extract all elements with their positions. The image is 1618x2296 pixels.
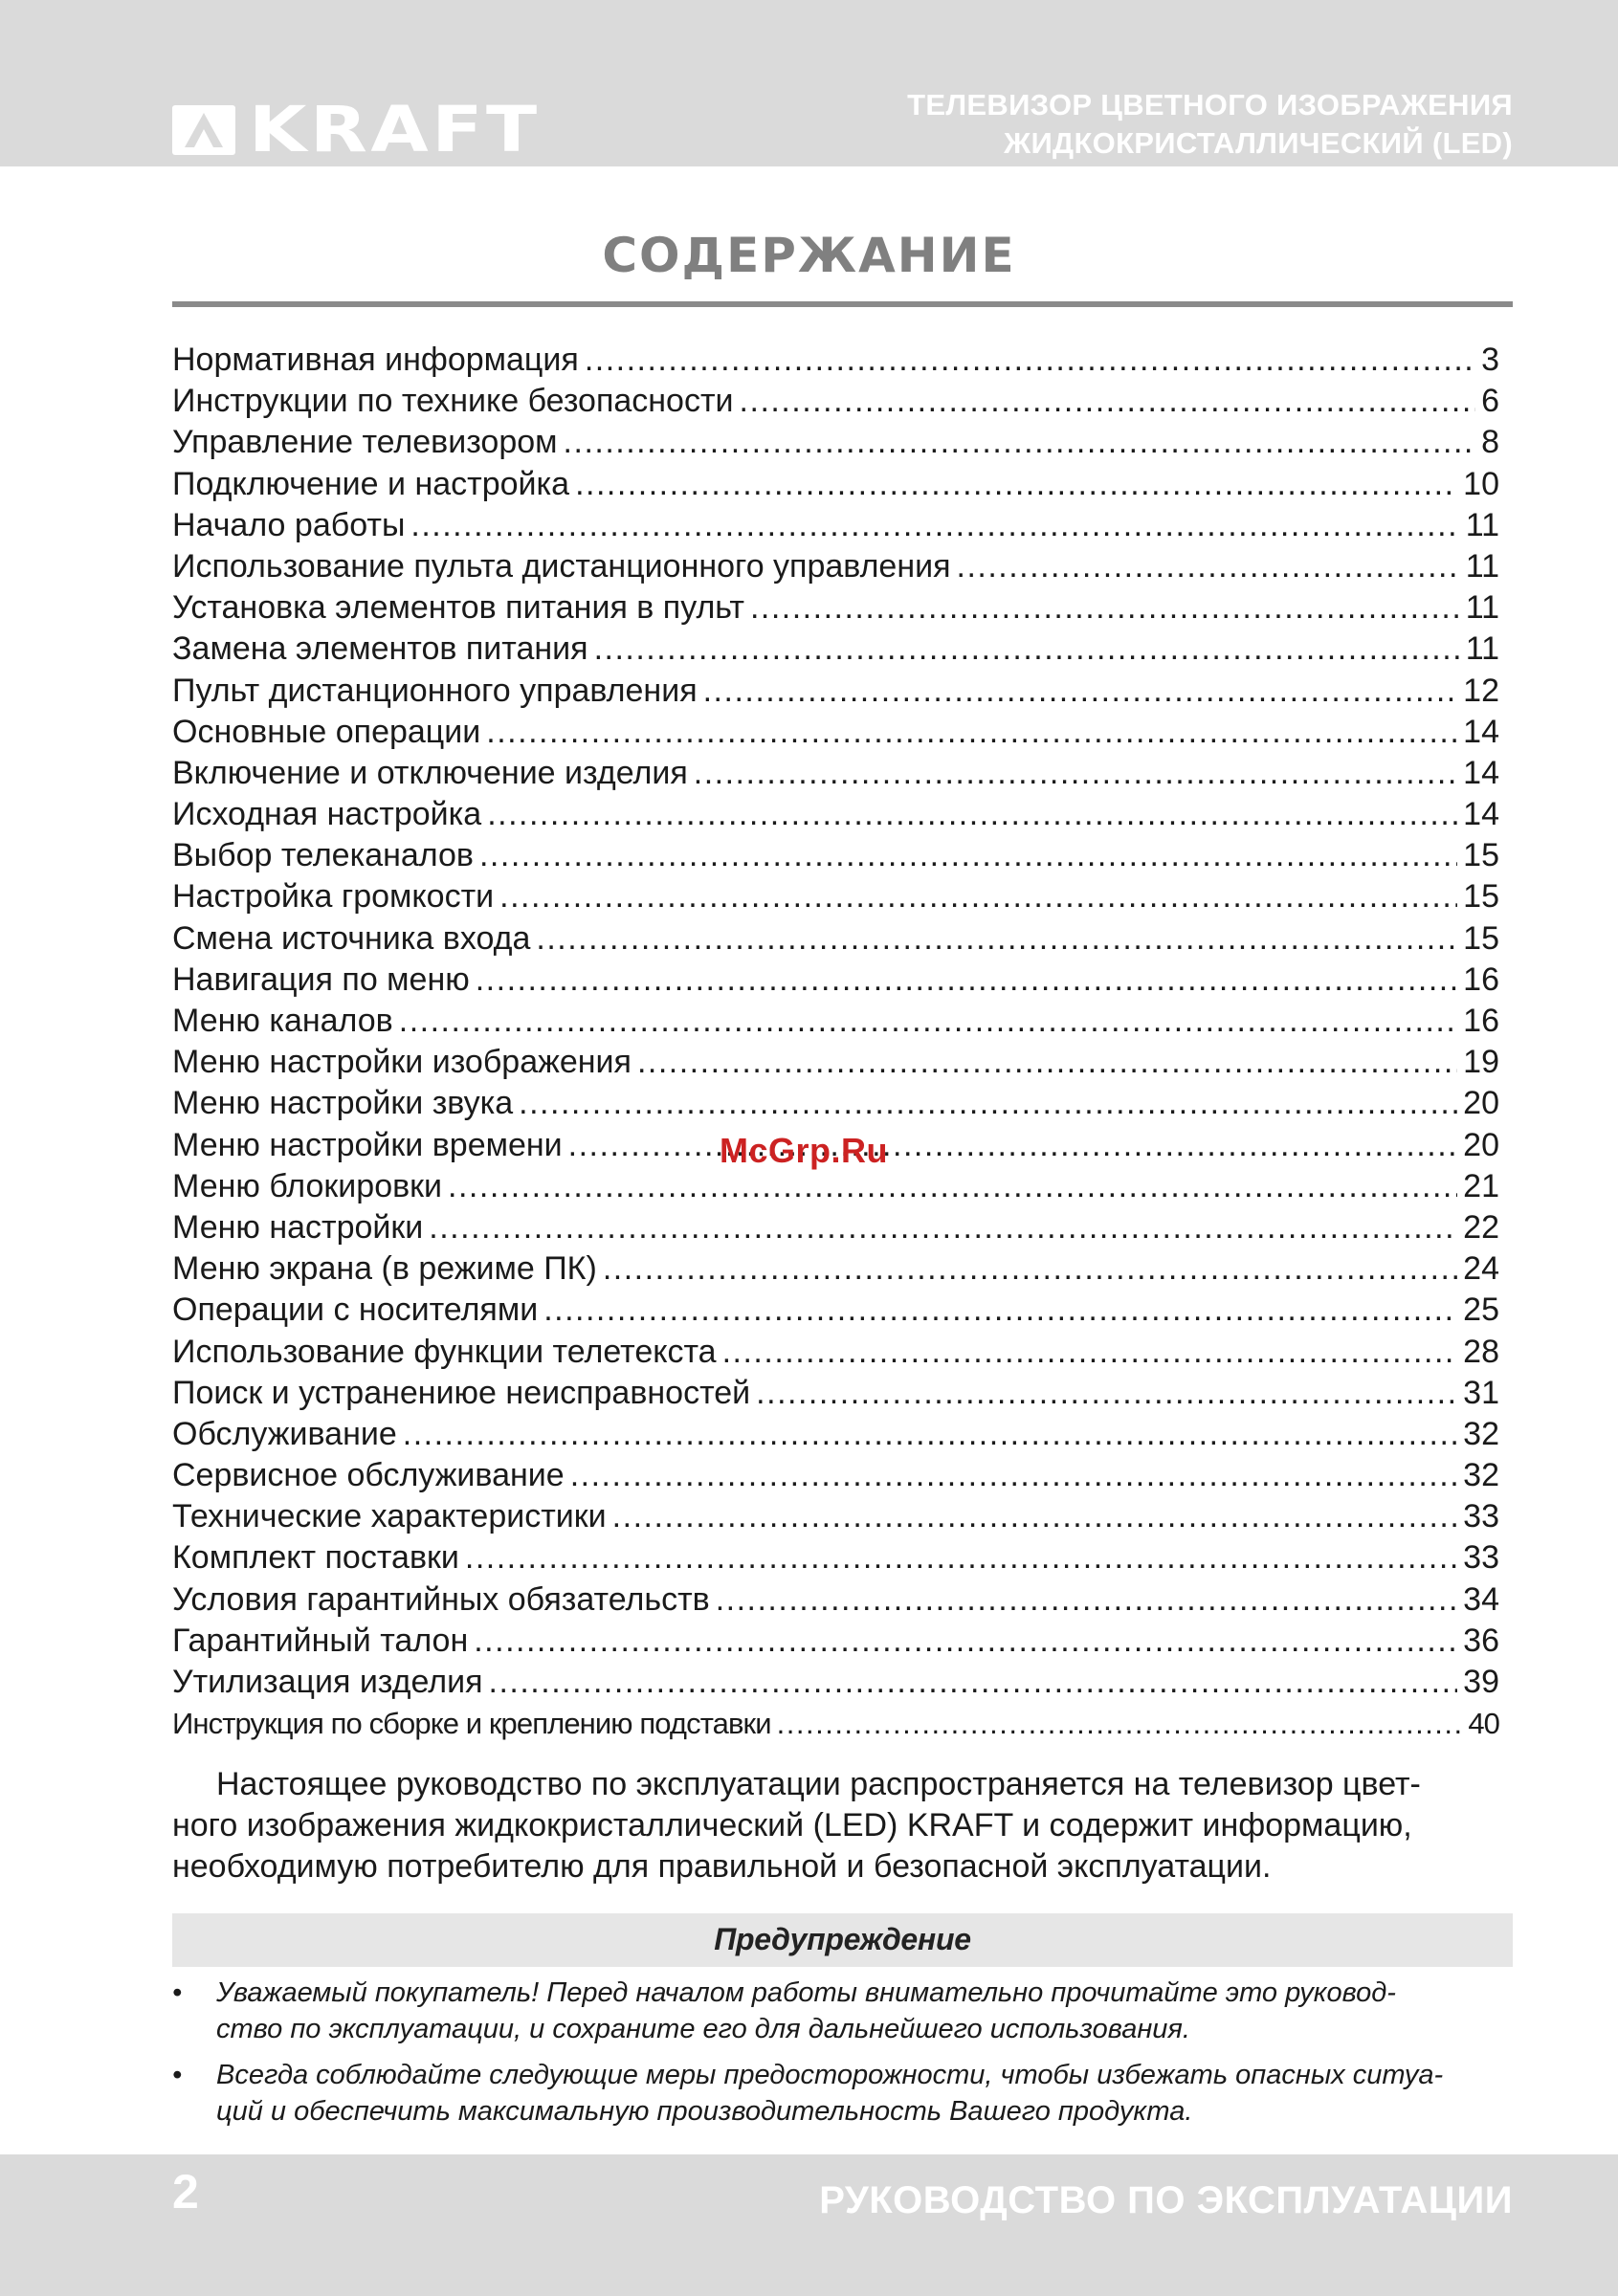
- toc-leader: [722, 1332, 1458, 1373]
- toc-item[interactable]: [172, 1662, 1499, 1703]
- toc-item-title: Комплект поставки: [172, 1539, 459, 1577]
- toc-item-page: 20: [1463, 1085, 1499, 1122]
- toc-item-page: 33: [1463, 1539, 1499, 1577]
- document-title-line2: ЖИДКОКРИСТАЛЛИЧЕСКИЙ (LED): [1004, 126, 1513, 160]
- toc-item-title: Исходная настройка: [172, 796, 482, 833]
- page-number: 2: [172, 2165, 199, 2219]
- toc-item-title: Выбор телеканалов: [172, 837, 474, 874]
- toc-item[interactable]: [172, 1414, 1499, 1455]
- toc-item-page: 11: [1465, 589, 1499, 627]
- toc-item-title: Гарантийный талон: [172, 1622, 469, 1659]
- toc-item[interactable]: [172, 381, 1499, 422]
- toc-item-page: 10: [1463, 465, 1499, 502]
- toc-item-title: Использование функции телетекста: [172, 1333, 717, 1370]
- document-title: [907, 86, 1513, 163]
- toc-leader: [957, 546, 1460, 587]
- toc-leader: [750, 587, 1460, 629]
- toc-item-page: 25: [1463, 1292, 1499, 1329]
- toc-item-page: 8: [1481, 424, 1499, 461]
- toc-item[interactable]: [172, 712, 1499, 753]
- toc-item-page: 3: [1481, 342, 1499, 378]
- toc-item[interactable]: [172, 1290, 1499, 1331]
- toc-item-title: Меню настройки: [172, 1208, 424, 1246]
- toc-item-title: Установка элементов питания в пульт: [172, 589, 744, 627]
- toc-leader: [603, 1248, 1457, 1290]
- toc-item[interactable]: [172, 340, 1499, 381]
- footer-title: РУКОВОДСТВО ПО ЭКСПЛУАТАЦИИ: [819, 2179, 1513, 2221]
- toc-item[interactable]: [172, 1455, 1499, 1496]
- toc-item-title: Меню блокировки: [172, 1167, 443, 1204]
- toc-leader: [543, 1290, 1457, 1331]
- toc-item[interactable]: [172, 1496, 1499, 1537]
- toc-leader: [570, 1455, 1457, 1496]
- toc-item-page: 14: [1463, 796, 1499, 833]
- toc-item[interactable]: [172, 1621, 1499, 1662]
- toc-leader: [519, 1083, 1457, 1124]
- toc-item[interactable]: [172, 671, 1499, 712]
- toc-leader: [637, 1042, 1457, 1083]
- toc-leader: [410, 505, 1459, 546]
- bullet-icon: •: [172, 1977, 183, 2008]
- toc-item-page: 32: [1463, 1415, 1499, 1452]
- toc-item-title: Меню экрана (в режиме ПК): [172, 1250, 597, 1288]
- warning-item-line: Уважаемый покупатель! Перед началом работы внимательно прочитайте это руковод-: [216, 1977, 1396, 2008]
- toc-item[interactable]: [172, 1166, 1499, 1207]
- toc-item-title: Меню настройки звука: [172, 1085, 514, 1122]
- warning-item-line: ций и обеспечить максимальную производительность Вашего продукта.: [216, 2096, 1193, 2127]
- toc-leader: [448, 1166, 1457, 1207]
- watermark: McGrp.Ru: [720, 1131, 889, 1170]
- toc-item[interactable]: [172, 753, 1499, 794]
- toc-item[interactable]: [172, 918, 1499, 960]
- toc-item-title: Обслуживание: [172, 1415, 397, 1452]
- toc-item-page: 28: [1463, 1333, 1499, 1370]
- toc-item[interactable]: [172, 835, 1499, 876]
- toc-item[interactable]: [172, 1332, 1499, 1373]
- toc-leader: [740, 381, 1476, 422]
- toc-item-page: 15: [1463, 878, 1499, 916]
- toc-item-page: 6: [1481, 383, 1499, 420]
- toc-item-page: 39: [1463, 1664, 1499, 1700]
- toc-item-page: 16: [1463, 1003, 1499, 1039]
- toc-item[interactable]: [172, 1248, 1499, 1290]
- toc-leader: [399, 1001, 1457, 1042]
- toc-item-page: 19: [1463, 1044, 1499, 1081]
- warning-title: Предупреждение: [714, 1922, 971, 1956]
- toc-item-page: 34: [1463, 1580, 1499, 1618]
- toc-item-title: Операции с носителями: [172, 1292, 539, 1329]
- toc-item-title: Использование пульта дистанционного управления: [172, 547, 951, 585]
- toc-item-title: Нормативная информация: [172, 342, 579, 378]
- toc-item-title: Включение и отключение изделия: [172, 754, 688, 791]
- toc-leader: [568, 1125, 1458, 1166]
- toc-item[interactable]: [172, 1083, 1499, 1124]
- toc-leader: [703, 671, 1458, 712]
- toc-item-title: Начало работы: [172, 506, 406, 543]
- toc-item-title: Замена элементов питания: [172, 630, 588, 668]
- toc-item-page: 11: [1465, 630, 1499, 668]
- toc-leader: [474, 1621, 1457, 1662]
- toc-leader: [489, 1662, 1458, 1703]
- toc-leader: [777, 1703, 1463, 1744]
- toc-item-title: Инструкция по сборке и креплению подставки: [172, 1707, 771, 1741]
- intro-line: Настоящее руководство по эксплуатации распространяется на телевизор цвет-: [216, 1766, 1421, 1802]
- toc-leader: [594, 629, 1460, 670]
- brand-name: KRAFT: [249, 93, 541, 166]
- toc-leader: [499, 876, 1457, 917]
- toc-item-page: 15: [1463, 919, 1499, 957]
- warning-item-line: Всегда соблюдайте следующие меры предосторожности, чтобы избежать опасных ситуа-: [216, 2060, 1444, 2090]
- toc-item-page: 31: [1463, 1374, 1499, 1411]
- toc-item[interactable]: [172, 464, 1499, 505]
- toc-item-page: 14: [1463, 754, 1499, 791]
- toc-item[interactable]: [172, 960, 1499, 1001]
- toc-item-title: Управление телевизором: [172, 424, 558, 461]
- toc-item[interactable]: [172, 1001, 1499, 1042]
- toc-item[interactable]: [172, 587, 1499, 629]
- toc-item-title: Утилизация изделия: [172, 1664, 483, 1700]
- toc-item-title: Настройка громкости: [172, 878, 495, 916]
- toc-item[interactable]: [172, 546, 1499, 587]
- warning-header: [172, 1913, 1513, 1967]
- toc-leader: [429, 1207, 1457, 1248]
- toc-item-page: 22: [1463, 1208, 1499, 1246]
- intro-line: ного изображения жидкокристаллический (LED) KRAFT и содержит информацию,: [172, 1807, 1412, 1843]
- toc-item-page: 32: [1463, 1457, 1499, 1494]
- warning-item: [172, 1975, 1513, 2047]
- table-of-contents: [172, 340, 1499, 1744]
- intro-line: необходимую потребителю для правильной и безопасной эксплуатации.: [172, 1848, 1272, 1885]
- toc-item-title: Инструкции по технике безопасности: [172, 383, 734, 420]
- toc-item-page: 11: [1465, 547, 1499, 585]
- toc-item[interactable]: [172, 1207, 1499, 1248]
- document-title-line1: ТЕЛЕВИЗОР ЦВЕТНОГО ИЗОБРАЖЕНИЯ: [907, 88, 1513, 121]
- toc-item-page: 36: [1463, 1622, 1499, 1659]
- toc-item-page: 14: [1463, 713, 1499, 750]
- toc-item[interactable]: [172, 1373, 1499, 1414]
- toc-leader: [486, 712, 1457, 753]
- toc-item[interactable]: [172, 876, 1499, 917]
- kraft-logo-icon: [172, 105, 235, 155]
- toc-leader: [575, 464, 1457, 505]
- toc-item-title: Меню каналов: [172, 1003, 393, 1039]
- toc-item-title: Навигация по меню: [172, 960, 470, 998]
- toc-item-page: 16: [1463, 960, 1499, 998]
- toc-item[interactable]: [172, 505, 1499, 546]
- toc-item[interactable]: [172, 1703, 1499, 1744]
- toc-leader: [536, 918, 1457, 960]
- bullet-icon: •: [172, 2060, 183, 2090]
- toc-item-page: 33: [1463, 1498, 1499, 1535]
- title-divider: [172, 301, 1513, 307]
- toc-item[interactable]: [172, 1042, 1499, 1083]
- toc-leader: [756, 1373, 1457, 1414]
- toc-leader: [465, 1537, 1457, 1578]
- toc-item-title: Условия гарантийных обязательств: [172, 1580, 710, 1618]
- brand-logo: [172, 93, 541, 166]
- toc-item-page: 15: [1463, 837, 1499, 874]
- toc-item-title: Пульт дистанционного управления: [172, 672, 698, 709]
- toc-item[interactable]: [172, 794, 1499, 835]
- toc-item-title: Подключение и настройка: [172, 465, 570, 502]
- toc-item-title: Меню настройки времени: [172, 1126, 563, 1163]
- toc-item-page: 12: [1463, 672, 1499, 709]
- toc-item-page: 20: [1463, 1126, 1499, 1163]
- intro-paragraph: [172, 1764, 1512, 1888]
- toc-item[interactable]: [172, 1537, 1499, 1578]
- warning-item-line: ство по эксплуатации, и сохраните его для дальнейшего использования.: [216, 2014, 1190, 2044]
- toc-item[interactable]: [172, 422, 1499, 463]
- toc-item-page: 11: [1465, 506, 1499, 543]
- warning-item: [172, 2057, 1513, 2130]
- toc-leader: [716, 1579, 1457, 1621]
- toc-leader: [612, 1496, 1458, 1537]
- toc-item-title: Основные операции: [172, 713, 481, 750]
- toc-leader: [564, 422, 1476, 463]
- toc-item-title: Меню настройки изображения: [172, 1044, 632, 1081]
- toc-leader: [403, 1414, 1457, 1455]
- toc-item-title: Поиск и устранениюе неисправностей: [172, 1374, 751, 1411]
- toc-item[interactable]: [172, 1579, 1499, 1621]
- toc-item-page: 21: [1463, 1167, 1499, 1204]
- toc-item[interactable]: [172, 629, 1499, 670]
- toc-item-page: 24: [1463, 1250, 1499, 1288]
- toc-item-title: Смена источника входа: [172, 919, 531, 957]
- toc-item-page: 40: [1468, 1707, 1499, 1741]
- toc-item-title: Технические характеристики: [172, 1498, 607, 1535]
- toc-leader: [585, 340, 1475, 381]
- toc-leader: [479, 835, 1457, 876]
- toc-leader: [487, 794, 1457, 835]
- warning-list: [172, 1975, 1513, 2139]
- toc-leader: [694, 753, 1457, 794]
- toc-item-title: Сервисное обслуживание: [172, 1457, 565, 1494]
- toc-leader: [476, 960, 1457, 1001]
- page-title: СОДЕРЖАНИЕ: [602, 228, 1016, 283]
- page-footer: [0, 2154, 1618, 2296]
